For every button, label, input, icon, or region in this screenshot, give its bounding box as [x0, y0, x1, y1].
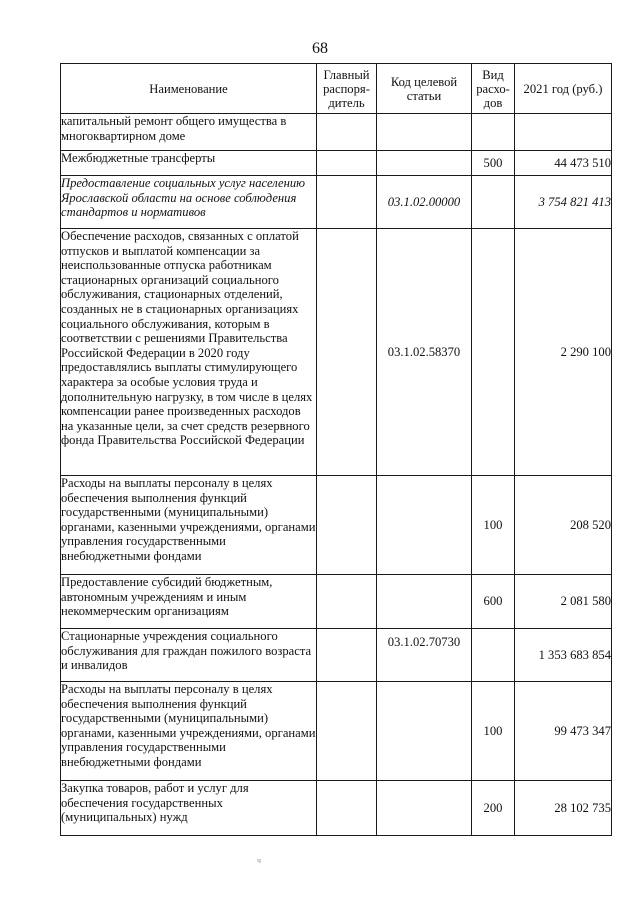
- row-expense-kind: 600: [472, 575, 515, 629]
- row-main-manager: [317, 575, 377, 629]
- table-row: [61, 682, 612, 781]
- row-amount: 1 353 683 854: [515, 629, 612, 682]
- row-expense-kind: 200: [472, 781, 515, 836]
- row-target-code: [377, 781, 472, 836]
- scan-mark: ч: [257, 856, 262, 865]
- row-expense-kind: 100: [472, 682, 515, 781]
- row-target-code: [377, 476, 472, 575]
- row-main-manager: [317, 682, 377, 781]
- table-row: [61, 114, 612, 151]
- table-row: [61, 229, 612, 476]
- row-name: Предоставление социальных услуг населению Ярославской области на основе соблюдения стандартов и нормативов: [61, 176, 317, 229]
- row-target-code: 03.1.02.70730: [377, 629, 472, 682]
- header-target-code: Код целевой статьи: [377, 64, 472, 114]
- row-name: капитальный ремонт общего имущества в многоквартирном доме: [61, 114, 317, 151]
- header-name: Наименование: [61, 64, 317, 114]
- table-row: [61, 781, 612, 836]
- row-expense-kind: [472, 114, 515, 151]
- row-expense-kind: 100: [472, 476, 515, 575]
- row-main-manager: [317, 176, 377, 229]
- row-main-manager: [317, 151, 377, 176]
- row-amount: [515, 114, 612, 151]
- row-main-manager: [317, 781, 377, 836]
- row-target-code: [377, 575, 472, 629]
- header-main-manager: Главный распоря-дитель: [317, 64, 377, 114]
- row-amount: 3 754 821 413: [515, 176, 612, 229]
- header-amount: 2021 год (руб.): [515, 64, 612, 114]
- row-target-code: [377, 682, 472, 781]
- row-expense-kind: [472, 176, 515, 229]
- row-name: Расходы на выплаты персоналу в целях обеспечения выполнения функций государственными (муниципальными) органами, казенными учреждениями, органами управления государственными внебюджетными фондами: [61, 476, 317, 575]
- row-name: Стационарные учреждения социального обслуживания для граждан пожилого возраста и инвалидов: [61, 629, 317, 682]
- budget-table: [60, 63, 612, 836]
- row-target-code: 03.1.02.00000: [377, 176, 472, 229]
- row-amount: 2 081 580: [515, 575, 612, 629]
- row-expense-kind: 500: [472, 151, 515, 176]
- row-name: Межбюджетные трансферты: [61, 151, 317, 176]
- table-header-row: [61, 64, 612, 114]
- row-name: Закупка товаров, работ и услуг для обеспечения государственных (муниципальных) нужд: [61, 781, 317, 836]
- row-target-code: [377, 114, 472, 151]
- row-name: Предоставление субсидий бюджетным, автономным учреждениям и иным некоммерческим организациям: [61, 575, 317, 629]
- row-expense-kind: [472, 229, 515, 476]
- row-amount: 28 102 735: [515, 781, 612, 836]
- row-target-code: 03.1.02.58370: [377, 229, 472, 476]
- row-amount: 99 473 347: [515, 682, 612, 781]
- table-row: [61, 151, 612, 176]
- table-row: [61, 476, 612, 575]
- row-main-manager: [317, 114, 377, 151]
- row-amount: 208 520: [515, 476, 612, 575]
- table-row: [61, 629, 612, 682]
- header-expense-kind: Вид расхо-дов: [472, 64, 515, 114]
- row-main-manager: [317, 629, 377, 682]
- row-main-manager: [317, 229, 377, 476]
- row-name: Обеспечение расходов, связанных с оплатой отпусков и выплатой компенсации за неиспользованные отпуска работникам стационарных организаций социального обслуживания, стационарных отделений, созданных не в стационарных организациях социального обслуживания, которым в соответствии с решениями Правительства Российской Федерации в 2020 году предоставлялись выплаты стимулирующего характера за особые условия труда и дополнительную нагрузку, в том числе в целях компенсации ранее произведенных расходов на указанные цели, за счет средств резервного фонда Правительства Российской Федерации: [61, 229, 317, 476]
- table-row: [61, 575, 612, 629]
- row-name: Расходы на выплаты персоналу в целях обеспечения выполнения функций государственными (муниципальными) органами, казенными учреждениями, органами управления государственными внебюджетными фондами: [61, 682, 317, 781]
- row-amount: 2 290 100: [515, 229, 612, 476]
- row-expense-kind: [472, 629, 515, 682]
- row-amount: 44 473 510: [515, 151, 612, 176]
- page-number: 68: [312, 40, 328, 57]
- row-main-manager: [317, 476, 377, 575]
- table-row: [61, 176, 612, 229]
- row-target-code: [377, 151, 472, 176]
